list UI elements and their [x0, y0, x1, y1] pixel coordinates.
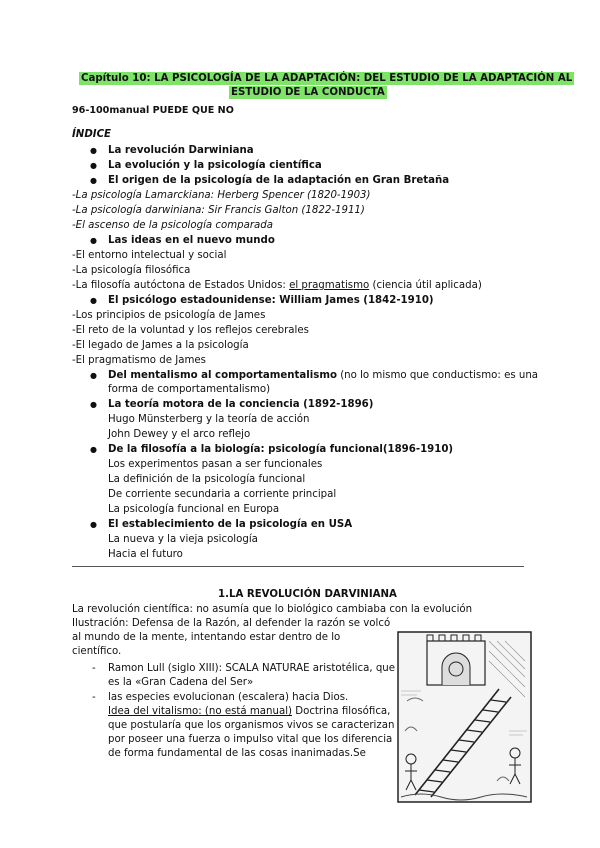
index-heading: ÍNDICE — [72, 129, 111, 140]
index-subitem: -El reto de la voluntad y los reflejos cerebrales — [72, 325, 309, 336]
list-item-continued: es la «Gran Cadena del Ser» — [108, 677, 254, 688]
bullet-icon: ● — [90, 445, 97, 454]
paragraph-line: científico. — [72, 646, 122, 657]
index-item: La revolución Darwiniana — [108, 145, 254, 156]
dash-marker: - — [92, 692, 96, 703]
index-item: El establecimiento de la psicología en USA — [108, 519, 353, 530]
index-item: La evolución y la psicología científica — [108, 160, 322, 171]
section-heading: 1.LA REVOLUCIÓN DARVINIANA — [218, 589, 397, 600]
index-subitem: La definición de la psicología funcional — [108, 474, 306, 485]
list-item: las especies evolucionan (escalera) hacia Dios. — [108, 692, 349, 703]
index-item-continued: forma de comportamentalismo) — [108, 384, 271, 395]
dash-marker: - — [92, 663, 96, 674]
chapter-title-line1: Capítulo 10: LA PSICOLOGÍA DE LA ADAPTACIÓN: DEL ESTUDIO DE LA ADAPTACIÓN AL — [81, 73, 573, 84]
index-subitem: -El pragmatismo de James — [72, 355, 206, 366]
index-subitem: De corriente secundaria a corriente principal — [108, 489, 337, 500]
bullet-icon: ● — [90, 520, 97, 529]
index-item: De la filosofía a la biología: psicología funcional(1896-1910) — [108, 444, 454, 455]
index-subitem: -La psicología darwiniana: Sir Francis Galton (1822-1911) — [72, 205, 365, 216]
list-item-continued: Idea del vitalismo: (no está manual) Doctrina filosófica, — [108, 706, 391, 717]
list-item-continued: que postularía que los organismos vivos se caracterizan — [108, 720, 395, 731]
paragraph-line: Ilustración: Defensa de la Razón, al defender la razón se volcó — [72, 618, 391, 629]
bullet-icon: ● — [90, 371, 97, 380]
index-subitem: -El legado de James a la psicología — [72, 340, 249, 351]
index-subitem: -La psicología filosófica — [72, 265, 191, 276]
index-subitem: Hugo Münsterberg y la teoría de acción — [108, 414, 310, 425]
paragraph-line: La revolución científica: no asumía que lo biológico cambiaba con la evolución — [72, 604, 473, 615]
scala-naturae-woodcut-illustration — [397, 631, 532, 803]
manual-note: 96-100manual PUEDE QUE NO — [72, 105, 234, 116]
list-item-continued: por poseer una fuerza o impulso vital que los diferencia — [108, 734, 393, 745]
bullet-icon: ● — [90, 176, 97, 185]
bullet-icon: ● — [90, 146, 97, 155]
bullet-icon: ● — [90, 400, 97, 409]
bullet-icon: ● — [90, 236, 97, 245]
chapter-title-line2: ESTUDIO DE LA CONDUCTA — [231, 87, 385, 98]
section-divider — [72, 566, 524, 567]
index-subitem: Hacia el futuro — [108, 549, 183, 560]
index-item: Las ideas en el nuevo mundo — [108, 235, 275, 246]
index-subitem: -La filosofía autóctona de Estados Unidos: el pragmatismo (ciencia útil aplicada) — [72, 280, 482, 291]
index-item: La teoría motora de la conciencia (1892-1896) — [108, 399, 374, 410]
index-item: El psicólogo estadounidense: William James (1842-1910) — [108, 295, 434, 306]
index-subitem: -La psicología Lamarckiana: Herberg Spencer (1820-1903) — [72, 190, 371, 201]
index-subitem: -Los principios de psicología de James — [72, 310, 266, 321]
index-subitem: -El entorno intelectual y social — [72, 250, 227, 261]
index-subitem: John Dewey y el arco reflejo — [108, 429, 251, 440]
index-item: El origen de la psicología de la adaptación en Gran Bretaña — [108, 175, 450, 186]
bullet-icon: ● — [90, 296, 97, 305]
index-subitem: -El ascenso de la psicología comparada — [72, 220, 274, 231]
bullet-icon: ● — [90, 161, 97, 170]
index-subitem: La nueva y la vieja psicología — [108, 534, 258, 545]
index-subitem: La psicología funcional en Europa — [108, 504, 280, 515]
index-subitem: Los experimentos pasan a ser funcionales — [108, 459, 323, 470]
list-item: Ramon Lull (siglo XIII): SCALA NATURAE aristotélica, que — [108, 663, 396, 674]
paragraph-line: al mundo de la mente, intentando estar dentro de lo — [72, 632, 341, 643]
list-item-continued: de forma fundamental de las cosas inanimadas.Se — [108, 748, 366, 759]
index-item: Del mentalismo al comportamentalismo (no lo mismo que conductismo: es una — [108, 370, 539, 381]
